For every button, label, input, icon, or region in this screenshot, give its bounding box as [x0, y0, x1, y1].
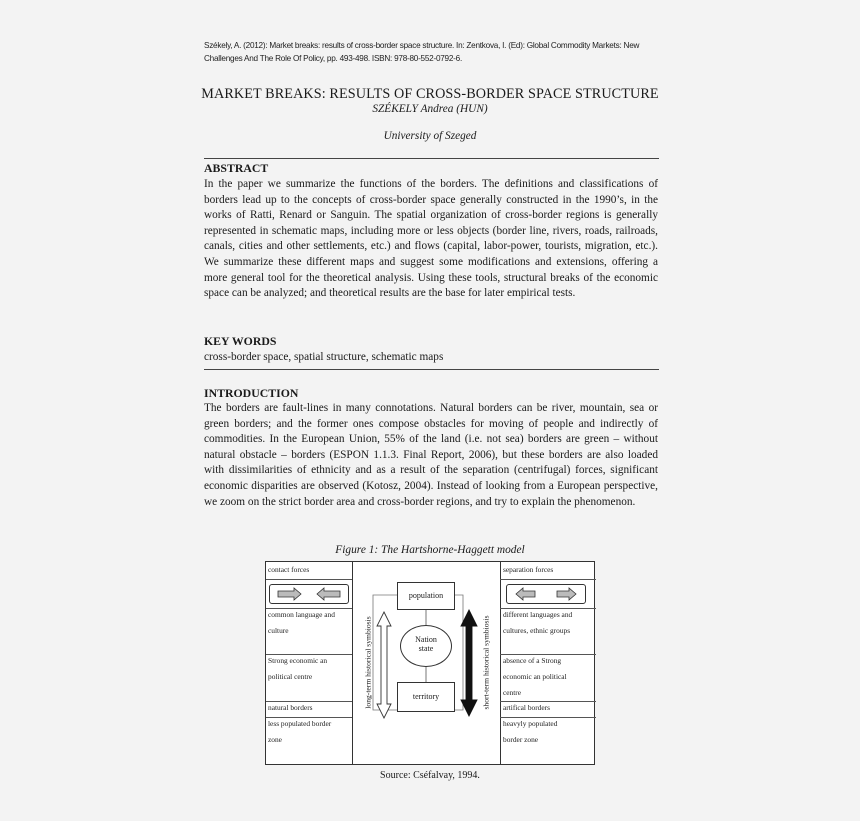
territory-box: territory [397, 682, 455, 712]
contact-arrows-box [269, 584, 349, 604]
abstract-heading: ABSTRACT [204, 161, 269, 175]
right-cell: cultures, ethnic groups [503, 626, 571, 635]
long-term-axis-label: long-term historical symbiosis [363, 616, 373, 709]
row-divider [266, 579, 352, 580]
right-cell: economic an political [503, 672, 567, 681]
right-cell: different languages and [503, 610, 573, 619]
inward-arrows-icon [270, 585, 348, 603]
left-cell: common language and [268, 610, 335, 619]
figure-source: Source: Cséfalvay, 1994. [380, 770, 480, 781]
long-term-double-arrow-icon [374, 610, 394, 720]
separation-arrows-box [506, 584, 586, 604]
outward-arrows-icon [507, 585, 585, 603]
row-divider [500, 579, 596, 580]
right-cell: artifical borders [503, 703, 550, 712]
population-box: population [397, 582, 455, 610]
state-label: state [418, 644, 434, 653]
left-cell: natural borders [268, 703, 313, 712]
separation-forces-header: separation forces [503, 565, 554, 574]
nation-label: Nation [415, 635, 437, 644]
right-cell: centre [503, 688, 522, 697]
section-rule [204, 369, 659, 370]
hartshorne-haggett-figure [265, 561, 595, 765]
right-cell: absence of a Strong [503, 656, 562, 665]
left-cell: zone [268, 735, 282, 744]
right-cell: heavyly populated [503, 719, 558, 728]
abstract-text: In the paper we summarize the functions of the borders. The definitions and classifications of borders lead up to the concepts of cross-border space generally constructed in the 1990’s, in the works of Ratti, Renard or Sanguin. The spatial organization of cross-border regions is generally represented in schematic maps, including more or less objects (border line, rivers, roads, railroads, canals, cities and other settlements, etc.) and flows (capital, labor-power, tourists, migration, etc.). We summarize these different maps and suggest some modifications and extensions, offering a more general tool for the theoretical analysis. Using these tools, structural breaks of the economic space can be analyzed; and theoretical results are the base for later empirical tests. [204, 178, 658, 300]
figure-caption: Figure 1: The Hartshorne-Haggett model [335, 544, 525, 556]
keywords-heading: KEY WORDS [204, 334, 277, 348]
citation-reference: Székely, A. (2012): Market breaks: results of cross-border space structure. In: Zentkova, I. (Ed): Global Commodity Markets: New Challenges And The Role Of Policy, pp. 493-498. ISBN: 978-80-552-0792-6. [204, 41, 640, 63]
left-cell: less populated border [268, 719, 332, 728]
left-cell: Strong economic an [268, 656, 328, 665]
nation-state-ellipse [400, 625, 452, 667]
author-affiliation: University of Szeged [383, 130, 477, 142]
section-rule [204, 158, 659, 159]
introduction-text: The borders are fault-lines in many connotations. Natural borders can be river, mountain, sea or green borders; and the former ones compose obstacles for moving of people and indirectly of commodities. In the European Union, 55% of the land (i.e. not sea) borders are green – without natural obstacle – borders (ESPON 1.1.3. Final Report, 2006), but these borders are also loaded with dissimilarities of ethnicity and as a result of the separation (centrifugal) forces, significant economic disparities are observed (Kotosz, 2004). Instead of looking from a European perspective, we zoom on the strict border area and cross-border regions, and try to explain the phenomenon. [204, 402, 658, 508]
right-cell: border zone [503, 735, 539, 744]
paper-title: MARKET BREAKS: RESULTS OF CROSS-BORDER SPACE STRUCTURE [201, 86, 659, 102]
contact-forces-header: contact forces [268, 565, 310, 574]
short-term-double-arrow-icon [459, 608, 479, 718]
introduction-heading: INTRODUCTION [204, 386, 299, 400]
short-term-axis-label: short-term historical symbiosis [481, 615, 491, 710]
column-divider [500, 562, 501, 764]
left-cell: political centre [268, 672, 313, 681]
keywords-text: cross-border space, spatial structure, schematic maps [204, 351, 444, 363]
paper-author: SZÉKELY Andrea (HUN) [372, 103, 488, 115]
left-cell: culture [268, 626, 289, 635]
